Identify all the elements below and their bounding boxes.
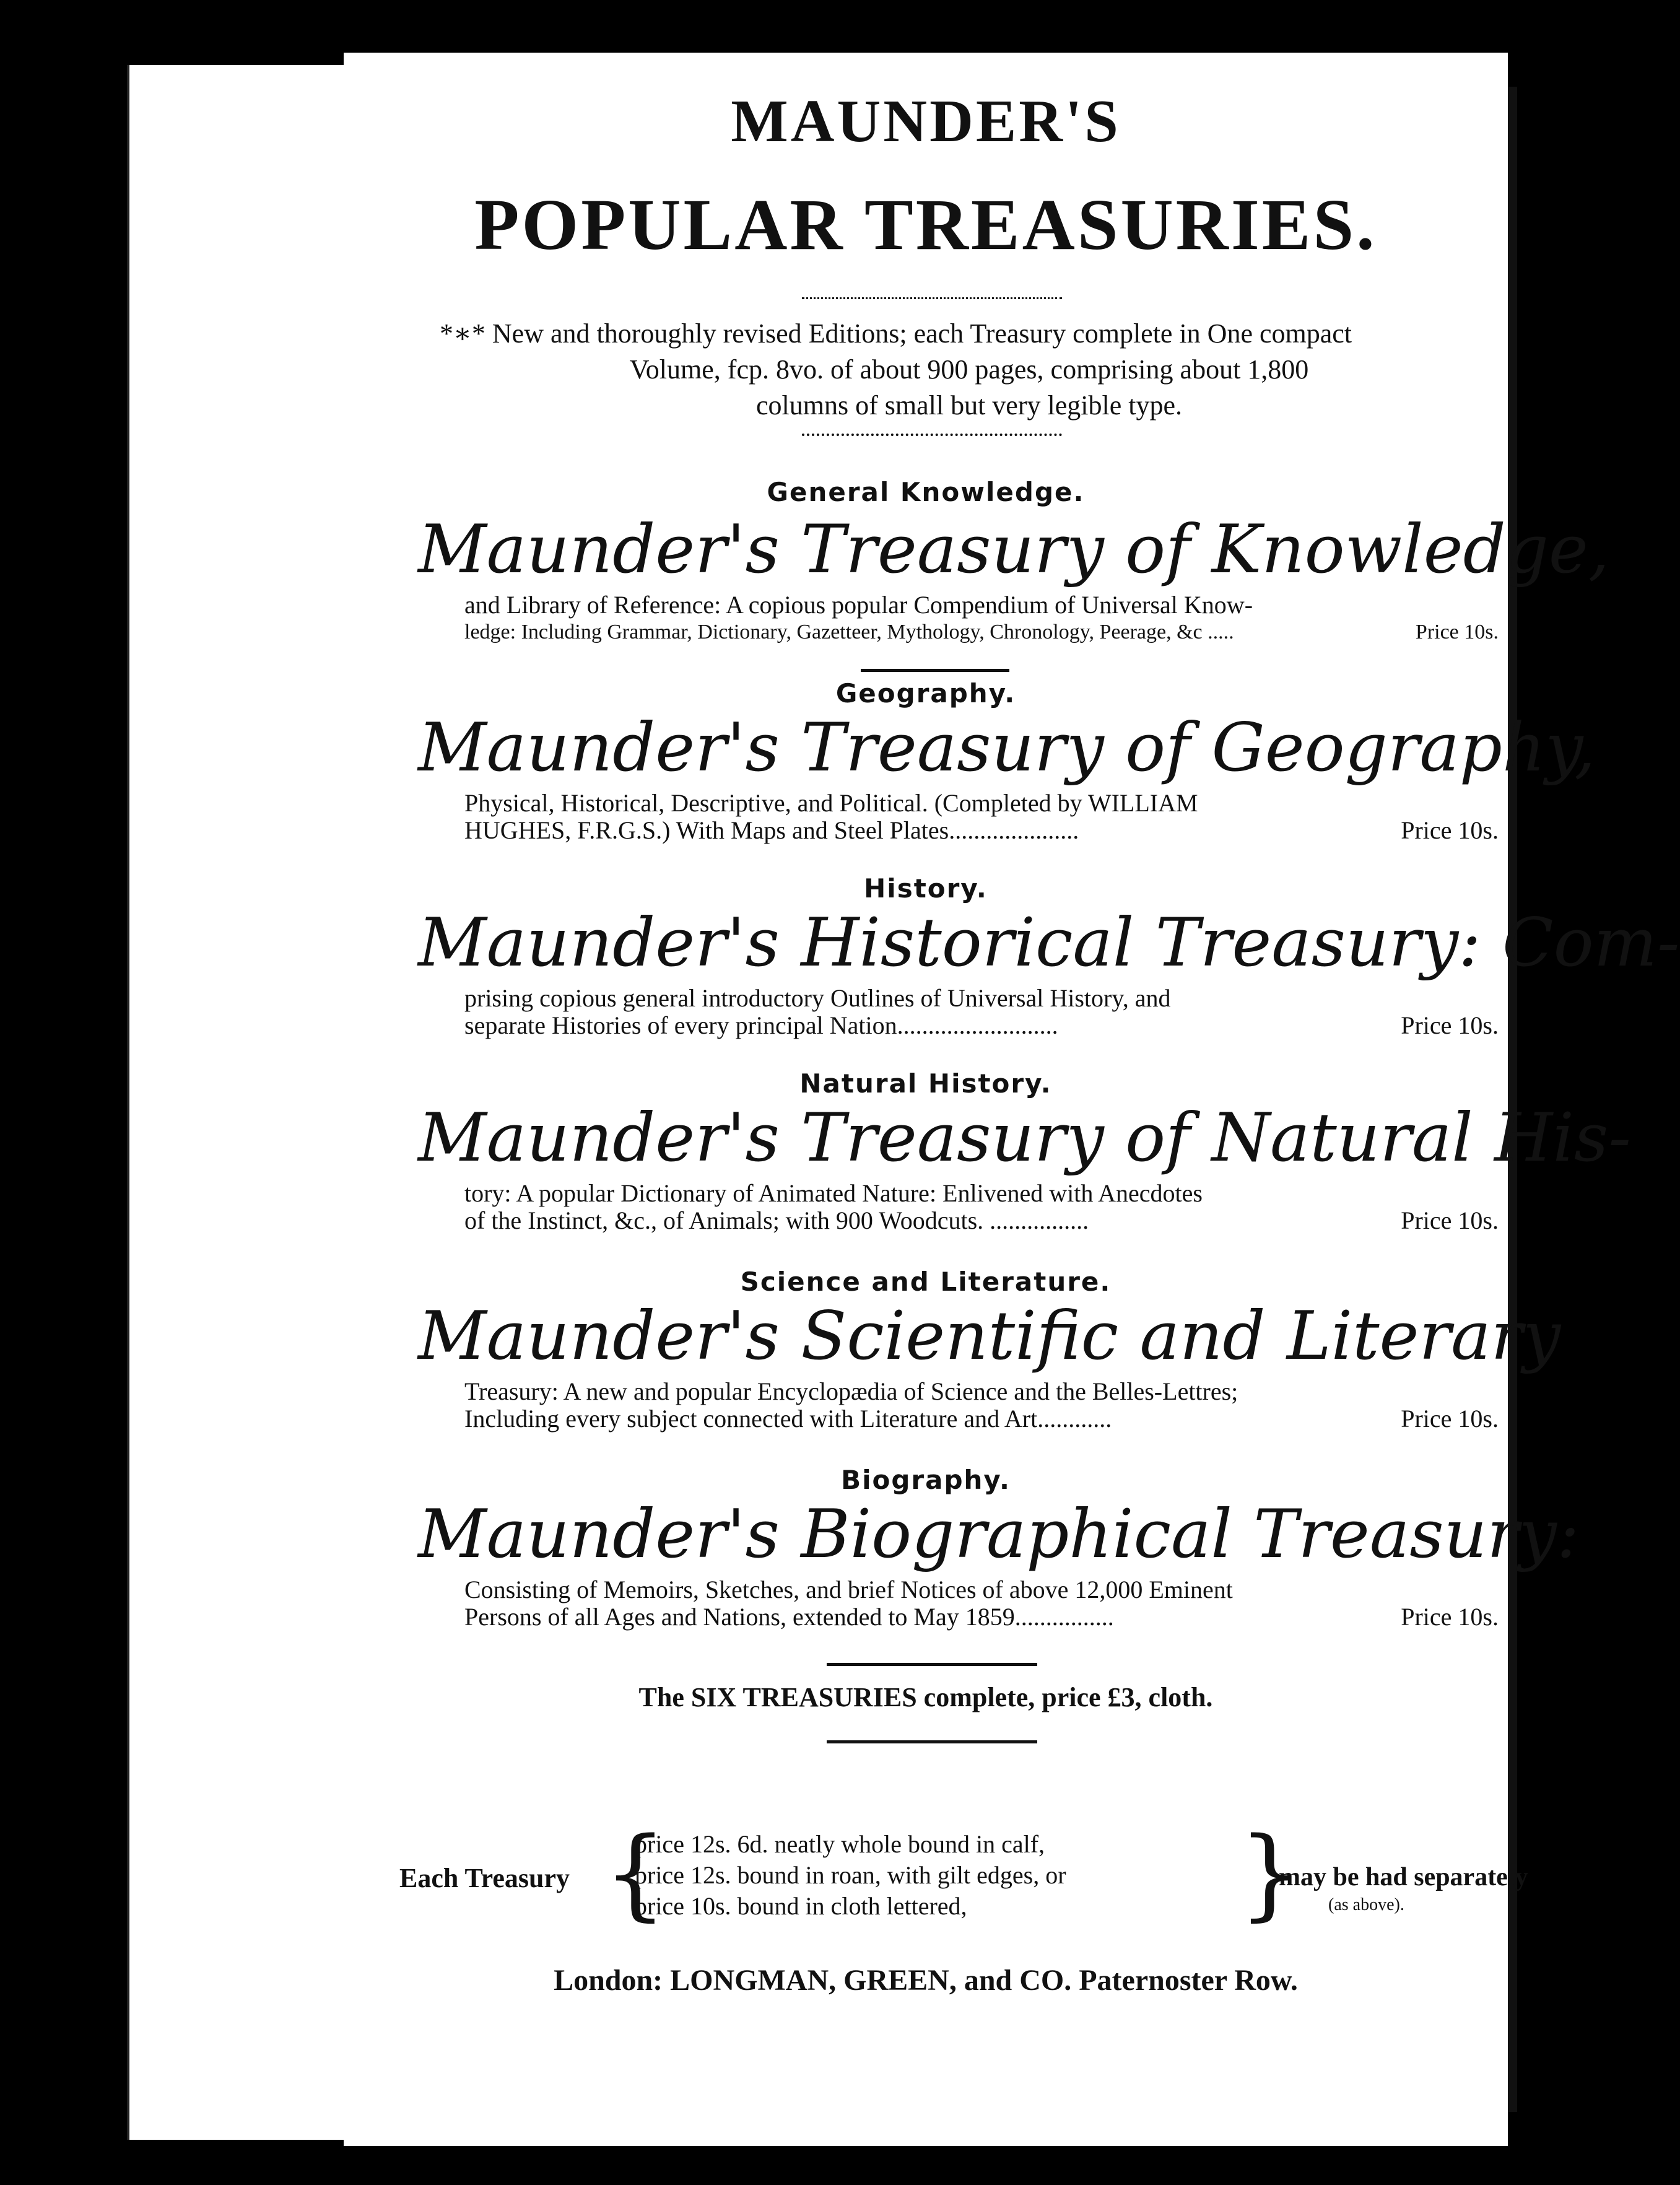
binding-tail-note: (as above).: [1328, 1895, 1404, 1914]
intro-line-2: Volume, fcp. 8vo. of about 900 pages, comprising about 1,800: [629, 354, 1309, 385]
intro-text: [440, 316, 1499, 424]
description-line: prising copious general introductory Outlines of Universal History, and: [464, 984, 1171, 1012]
binding-prices: [399, 1815, 1528, 1942]
section-heading: Natural History.: [799, 1068, 1052, 1099]
description-line: Including every subject connected with Literature and Art............: [464, 1405, 1112, 1433]
right-brace: }: [1238, 1815, 1302, 1931]
price-label: Price 10s.: [1401, 1206, 1499, 1234]
book-page-edges: [127, 65, 349, 2140]
price-label: Price 10s.: [1401, 816, 1499, 844]
section-title: Maunder's Treasury of Geography,: [418, 709, 1596, 787]
description-line: Persons of all Ages and Nations, extended to May 1859................: [464, 1603, 1114, 1631]
section-heading: Geography.: [835, 678, 1016, 709]
left-brace: {: [604, 1815, 667, 1931]
section-heading: History.: [864, 873, 988, 904]
section-description: [464, 1378, 1499, 1433]
complete-set-note: The SIX TREASURIES complete, price £3, cloth.: [638, 1682, 1213, 1712]
section-description: [464, 1576, 1499, 1631]
section-title: Maunder's Historical Treasury: Com-: [418, 904, 1680, 982]
section-rule: [827, 1663, 1037, 1666]
section-heading: Science and Literature.: [740, 1267, 1112, 1297]
section-heading: General Knowledge.: [767, 477, 1085, 507]
section-heading: Biography.: [841, 1465, 1011, 1495]
decorative-rule: [802, 297, 1062, 299]
binding-lines: [635, 1829, 1066, 1922]
intro-line-3: columns of small but very legible type.: [756, 390, 1182, 421]
price-label: Price 10s.: [1401, 1603, 1499, 1631]
section-description: [464, 985, 1499, 1039]
description-line: Physical, Historical, Descriptive, and Political. (Completed by WILLIAM: [464, 789, 1198, 817]
description-line: HUGHES, F.R.G.S.) With Maps and Steel Plates.....................: [464, 816, 1079, 844]
binding-line: price 10s. bound in cloth lettered,: [635, 1892, 967, 1920]
intro-line-1: *∗* New and thoroughly revised Editions; each Treasury complete in One compact: [440, 318, 1352, 349]
price-label: Price 10s.: [1401, 1011, 1499, 1039]
publisher-imprint: London: LONGMAN, GREEN, and CO. Paternoster Row.: [554, 1964, 1298, 1997]
section-rule: [861, 669, 1009, 672]
description-line: Treasury: A new and popular Encyclopædia of Science and the Belles-Lettres;: [464, 1377, 1238, 1405]
section-description: [464, 591, 1499, 646]
section-title: Maunder's Scientific and Literary: [418, 1297, 1561, 1375]
description-line: of the Instinct, &c., of Animals; with 900 Woodcuts. ................: [464, 1206, 1089, 1234]
section-title: Maunder's Treasury of Knowledge,: [418, 511, 1610, 588]
description-line: separate Histories of every principal Nation..........................: [464, 1011, 1058, 1039]
decorative-rule: [802, 434, 1062, 436]
section-description: [464, 790, 1499, 844]
title-line-2: POPULAR TREASURIES.: [474, 184, 1377, 265]
price-label: Price 10s.: [1401, 1405, 1499, 1433]
title-line-1: MAUNDER'S: [731, 88, 1121, 155]
description-line: and Library of Reference: A copious popular Compendium of Universal Know-: [464, 591, 1253, 619]
description-line: ledge: Including Grammar, Dictionary, Gazetteer, Mythology, Chronology, Peerage, &c .....: [464, 621, 1234, 643]
section-title: Maunder's Treasury of Natural His-: [418, 1099, 1631, 1177]
binding-tail: may be had separately: [1279, 1863, 1528, 1891]
binding-line: price 12s. 6d. neatly whole bound in calf,: [635, 1830, 1045, 1858]
description-line: tory: A popular Dictionary of Animated Nature: Enlivened with Anecdotes: [464, 1179, 1203, 1207]
binding-line: price 12s. bound in roan, with gilt edges, or: [635, 1861, 1066, 1889]
binding-lead: Each Treasury: [399, 1863, 570, 1893]
section-rule: [827, 1740, 1037, 1743]
advertisement-page: [344, 53, 1680, 2146]
section-title: Maunder's Biographical Treasury:: [418, 1496, 1580, 1573]
price-label: Price 10s.: [1415, 621, 1499, 643]
description-line: Consisting of Memoirs, Sketches, and brief Notices of above 12,000 Eminent: [464, 1576, 1233, 1603]
section-description: [464, 1180, 1499, 1234]
